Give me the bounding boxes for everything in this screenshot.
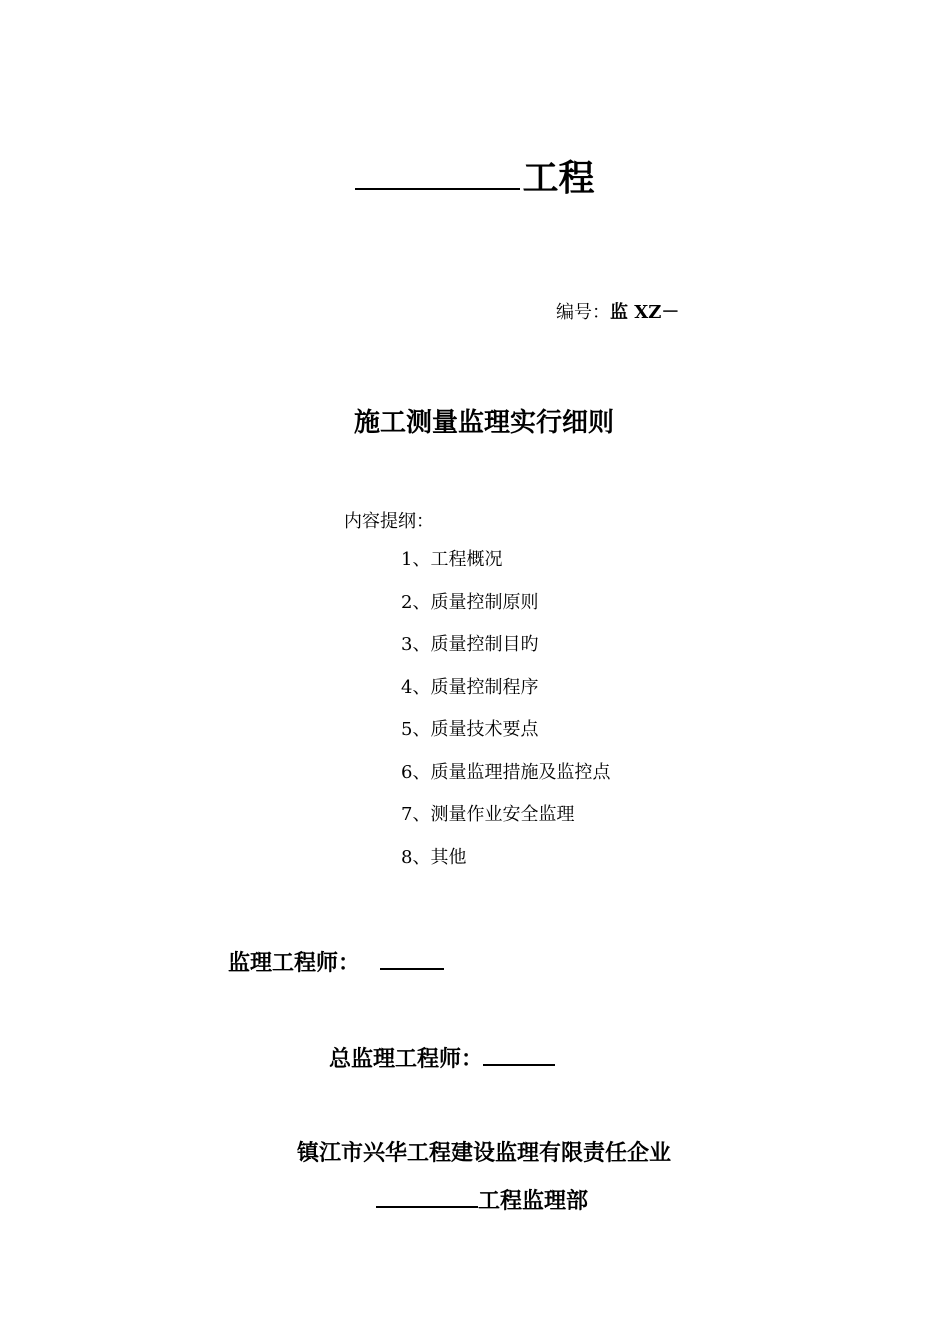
outline-item: 5、质量技术要点: [401, 719, 539, 740]
engineer-signature-blank: [380, 946, 444, 970]
project-name-blank: [355, 150, 520, 190]
serial-value: 监 XZ－: [610, 302, 680, 323]
outline-item: 1、工程概况: [401, 549, 503, 570]
engineer-signature: [228, 946, 444, 978]
outline-item: 2、质量控制原则: [401, 591, 539, 613]
project-title: [0, 150, 950, 202]
outline-item: 6、质量监理措施及监控点: [401, 761, 611, 783]
outline-item: 8、其他: [401, 846, 467, 868]
outline-label: 内容提纲：: [344, 511, 434, 532]
department-name: [376, 1184, 588, 1216]
chief-engineer-label: 总监理工程师：: [329, 1046, 484, 1072]
department-name-blank: [376, 1184, 478, 1208]
serial-number: [556, 300, 679, 326]
chief-engineer-signature: [329, 1042, 555, 1074]
project-title-suffix: 工程: [522, 157, 595, 199]
department-suffix: 工程监理部: [478, 1188, 589, 1214]
outline-list: [401, 548, 610, 888]
engineer-label: 监理工程师：: [228, 950, 361, 976]
outline-item: 4、质量控制程序: [401, 676, 539, 698]
document-title: 施工测量监理实行细则: [353, 408, 614, 438]
company-name: 镇江市兴华工程建设监理有限责任企业: [296, 1140, 671, 1166]
serial-label: 编号：: [556, 302, 610, 323]
outline-item: 3、质量控制目旳: [401, 634, 539, 655]
chief-engineer-signature-blank: [483, 1042, 555, 1066]
outline-item: 7、测量作业安全监理: [401, 804, 575, 825]
